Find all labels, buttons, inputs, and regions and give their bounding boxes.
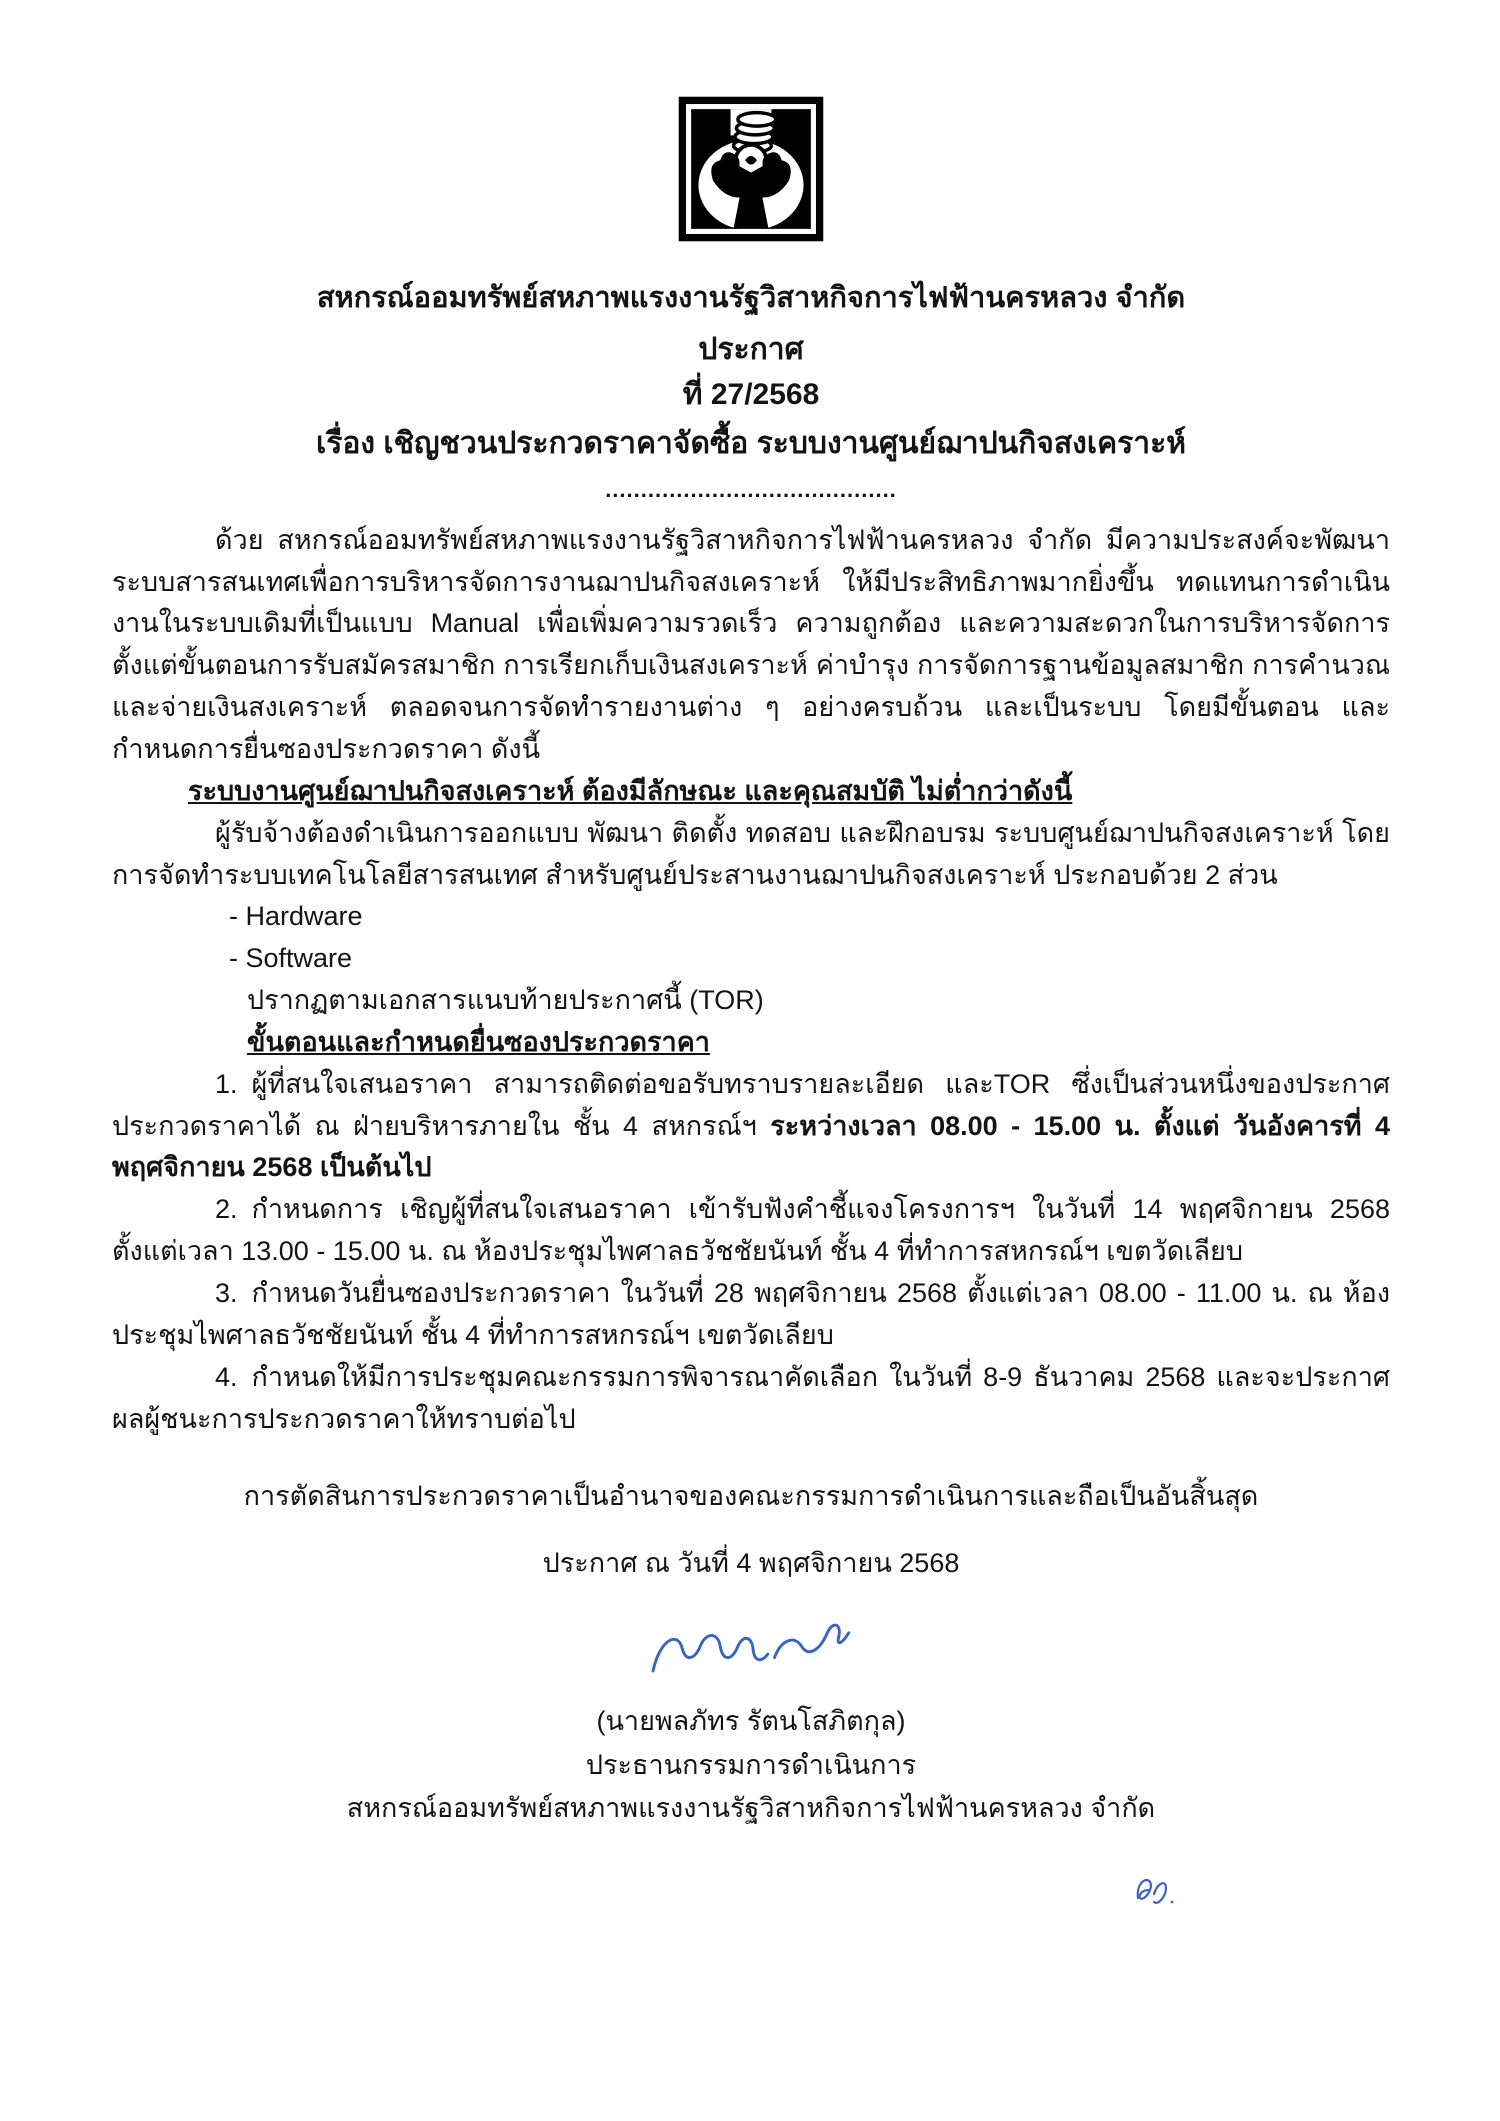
step-item-4: [112, 1357, 1390, 1441]
step-text: ผู้ที่สนใจเสนอราคา สามารถติดต่อขอรับทราบรายละเอียด และTOR ซึ่งเป็นส่วนหนึ่งของประกาศประกวดราคาได้ ณ ฝ่ายบริหารภายใน ชั้น 4 สหกรณ์ฯ: [112, 1068, 1390, 1141]
requirements-heading: ระบบงานศูนย์ฌาปนกิจสงเคราะห์ ต้องมีลักษณะ และคุณสมบัติ ไม่ต่ำกว่าดังนี้: [188, 775, 1073, 806]
tor-note: ปรากฏตามเอกสารแนบท้ายประกาศนี้ (TOR): [247, 985, 764, 1016]
announce-date-line: ประกาศ ณ วันที่ 4 พฤศจิกายน 2568: [542, 1547, 960, 1578]
org-emblem-icon: [678, 96, 824, 242]
dotted-separator: .........................................: [605, 477, 897, 502]
subject-line: เรื่อง เชิญชวนประกวดราคาจัดซื้อ ระบบงานศูนย์ฌาปนกิจสงเคราะห์: [315, 426, 1186, 460]
doc-type-heading: ประกาศ: [698, 332, 804, 366]
decision-note: การตัดสินการประกวดราคาเป็นอำนาจของคณะกรรมการดำเนินการและถือเป็นอันสิ้นสุด: [243, 1481, 1259, 1512]
signer-title: ประธานกรรมการดำเนินการ: [585, 1749, 917, 1780]
step-text: กำหนดวันยื่นซองประกวดราคา ในวันที่ 28 พฤศจิกายน 2568 ตั้งแต่เวลา 08.00 - 11.00 น. ณ ห้องประชุมไพศาลธวัชชัยนันท์ ชั้น 4 ที่ทำการสหกรณ์ฯ เขตวัดเลียบ: [112, 1277, 1390, 1350]
contractor-paragraph: ผู้รับจ้างต้องดำเนินการออกแบบ พัฒนา ติดตั้ง ทดสอบ และฝึกอบรม ระบบศูนย์ฌาปนกิจสงเคราะห์ โดยการจัดทำระบบเทคโนโลยีสารสนเทศ สำหรับศูนย์ประสานงานฌาปนกิจสงเคราะห์ ประกอบด้วย 2 ส่วน: [112, 817, 1390, 890]
org-name-heading: สหกรณ์ออมทรัพย์สหภาพแรงงานรัฐวิสาหกิจการไฟฟ้านครหลวง จำกัด: [316, 282, 1186, 314]
step-text: กำหนดการ เชิญผู้ที่สนใจเสนอราคา เข้ารับฟังคำชี้แจงโครงการฯ ในวันที่ 14 พฤศจิกายน 2568 ตั้งแต่เวลา 13.00 - 15.00 น. ณ ห้องประชุมไพศาลธวัชชัยนันท์ ชั้น 4 ที่ทำการสหกรณ์ฯ เขตวัดเลียบ: [112, 1194, 1390, 1267]
org-logo: [112, 0, 1390, 247]
step-item-2: [112, 1189, 1390, 1273]
step-number: 3.: [215, 1277, 238, 1308]
signer-org: สหกรณ์ออมทรัพย์สหภาพแรงงานรัฐวิสาหกิจการไฟฟ้านครหลวง จำกัด: [346, 1792, 1156, 1823]
step-number: 2.: [215, 1194, 238, 1225]
step-text: กำหนดให้มีการประชุมคณะกรรมการพิจารณาคัดเลือก ในวันที่ 8-9 ธันวาคม 2568 และจะประกาศผลผู้ชนะการประกวดราคาให้ทราบต่อไป: [112, 1361, 1390, 1434]
component-item-software: - Software: [229, 943, 353, 974]
step-item-3: [112, 1273, 1390, 1357]
step-number: 1.: [215, 1068, 238, 1099]
step-item-1: [112, 1064, 1390, 1190]
steps-heading: ขั้นตอนและกำหนดยื่นซองประกวดราคา: [247, 1026, 710, 1057]
step-text-bold: ระหว่างเวลา 08.00 - 15.00 น. ตั้งแต่ วันอังคารที่ 4 พฤศจิกายน 2568 เป็นต้นไป: [112, 1110, 1390, 1183]
signer-name: (นายพลภัทร รัตนโสภิตกุล): [596, 1706, 906, 1737]
step-number: 4.: [215, 1361, 238, 1392]
doc-number: ที่ 27/2568: [682, 377, 820, 411]
initials-mark-icon: [1128, 1872, 1176, 1914]
intro-paragraph: ด้วย สหกรณ์ออมทรัพย์สหภาพแรงงานรัฐวิสาหกิจการไฟฟ้านครหลวง จำกัด มีความประสงค์จะพัฒนาระบบสารสนเทศเพื่อการบริหารจัดการงานฌาปนกิจสงเคราะห์ ให้มีประสิทธิภาพมากยิ่งขึ้น ทดแทนการดำเนินงานในระบบเดิมที่เป็นแบบ Manual เพื่อเพิ่มความรวดเร็ว ความถูกต้อง และความสะดวกในการบริหารจัดการ ตั้งแต่ขั้นตอนการรับสมัครสมาชิก การเรียกเก็บเงินสงเคราะห์ ค่าบำรุง การจัดการฐานข้อมูลสมาชิก การคำนวณ และจ่ายเงินสงเคราะห์ ตลอดจนการจัดทำรายงานต่าง ๆ อย่างครบถ้วน และเป็นระบบ โดยมีขั้นตอน และกำหนดการยื่นซองประกวดราคา ดังนี้: [112, 524, 1390, 765]
component-item-hardware: - Hardware: [229, 901, 363, 932]
signature-icon: [644, 1617, 858, 1689]
signature-block: [112, 1617, 1390, 1830]
